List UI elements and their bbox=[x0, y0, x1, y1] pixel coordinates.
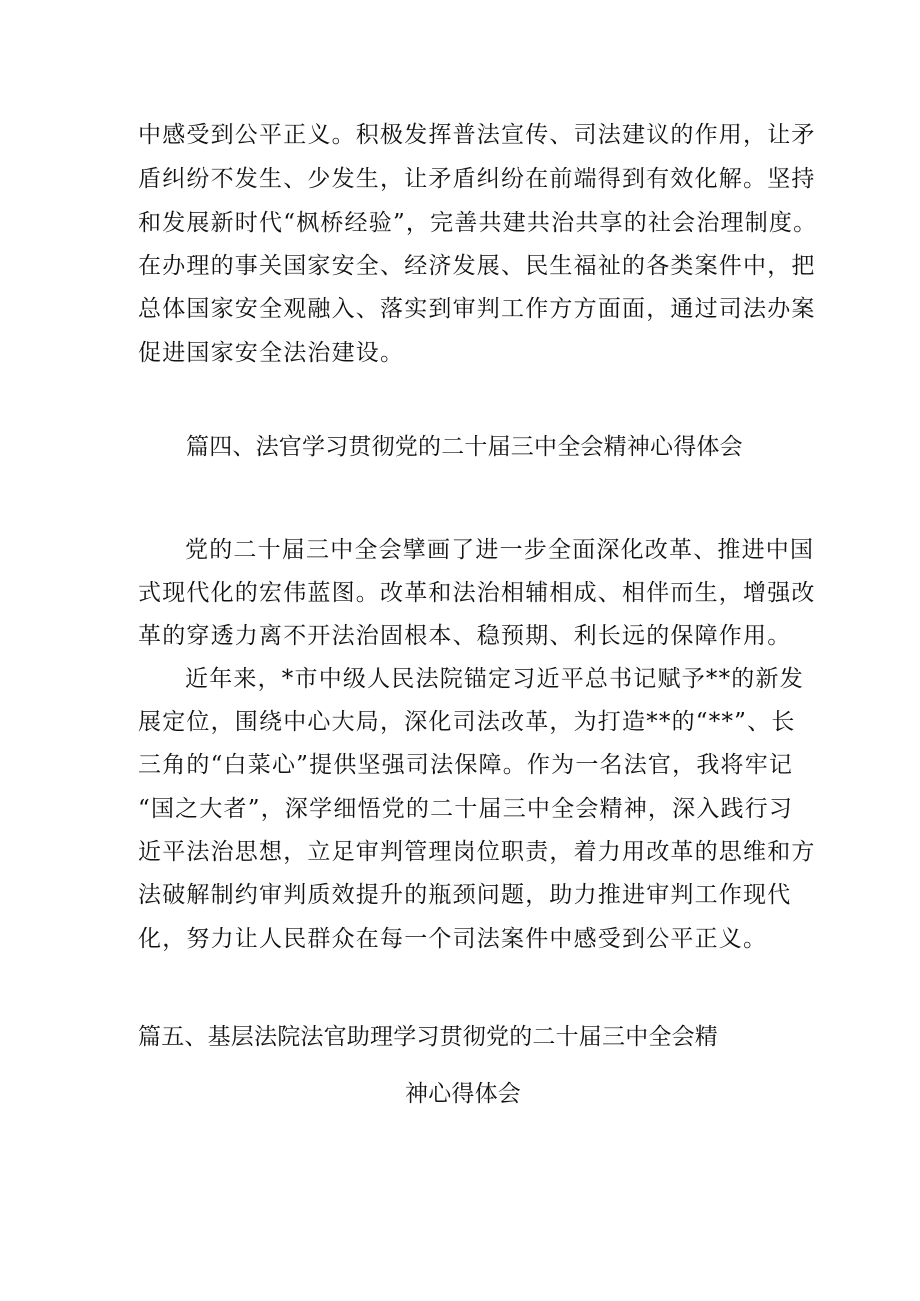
text-line: 近年来，*市中级人民法院锚定习近平总书记赋予**的新发 bbox=[185, 666, 804, 692]
text-line: 法破解制约审判质效提升的瓶颈问题，助力推进审判工作现代 bbox=[138, 882, 792, 908]
text-line: 在办理的事关国家安全、经济发展、民生福祉的各类案件中，把 bbox=[138, 253, 816, 279]
section-five-title-line-1: 篇五、基层法院法官助理学习贯彻党的二十届三中全会精 bbox=[138, 1024, 718, 1050]
text-line: 革的穿透力离不开法治固根本、稳预期、利长远的保障作用。 bbox=[138, 623, 792, 649]
section-four-title: 篇四、法官学习贯彻党的二十届三中全会精神心得体会 bbox=[186, 434, 743, 460]
text-line: 化，努力让人民群众在每一个司法案件中感受到公平正义。 bbox=[138, 926, 768, 952]
text-line: 促进国家安全法治建设。 bbox=[138, 340, 405, 366]
text-line: 中感受到公平正义。积极发挥普法宣传、司法建议的作用，让矛 bbox=[138, 122, 816, 148]
section-five-title-line-2: 神心得体会 bbox=[405, 1081, 521, 1107]
text-line: 式现代化的宏伟蓝图。改革和法治相辅相成、相伴而生，增强改 bbox=[138, 580, 816, 606]
text-line: 党的二十届三中全会擘画了进一步全面深化改革、推进中国 bbox=[185, 537, 815, 563]
text-line: 和发展新时代“枫桥经验”，完善共建共治共享的社会治理制度。 bbox=[138, 210, 818, 236]
text-line: 三角的“白菜心”提供坚强司法保障。作为一名法官，我将牢记 bbox=[138, 752, 794, 778]
text-line: 展定位，围绕中心大局，深化司法改革，为打造**的“**”、长 bbox=[138, 709, 796, 735]
text-line: “国之大者”，深学细悟党的二十届三中全会精神，深入践行习 bbox=[138, 796, 794, 822]
text-line: 盾纠纷不发生、少发生，让矛盾纠纷在前端得到有效化解。坚持 bbox=[138, 166, 816, 192]
text-line: 总体国家安全观融入、落实到审判工作方方面面，通过司法办案 bbox=[138, 296, 816, 322]
text-line: 近平法治思想，立足审判管理岗位职责，着力用改革的思维和方 bbox=[138, 839, 816, 865]
